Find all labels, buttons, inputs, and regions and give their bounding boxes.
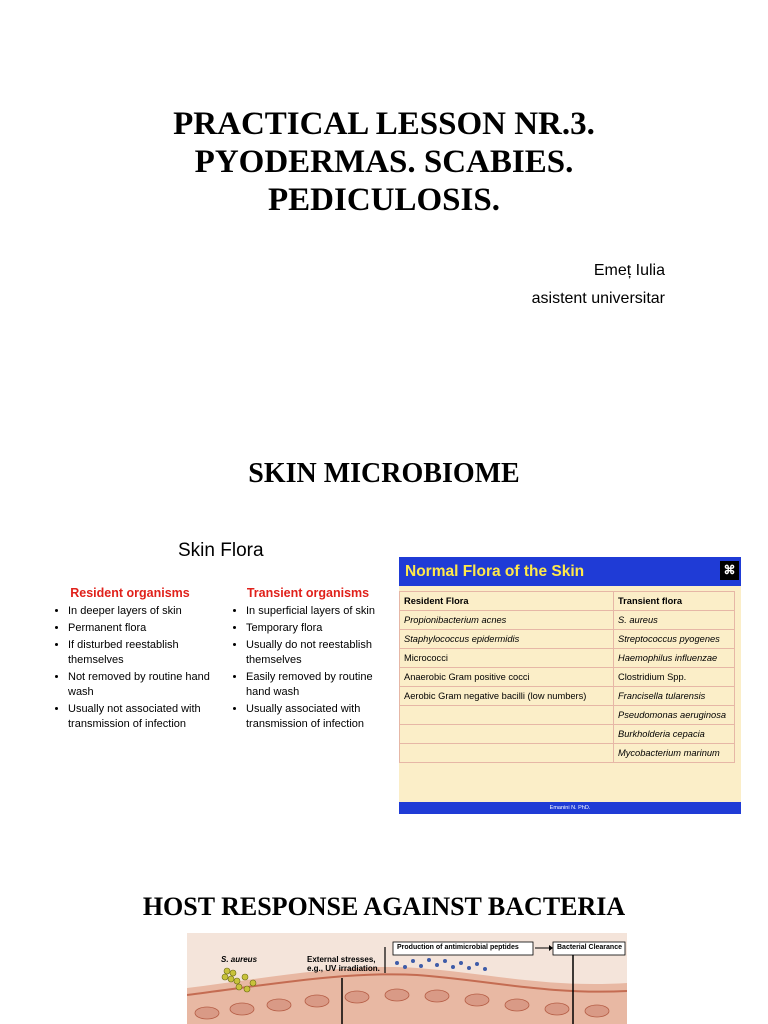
resident-heading: Resident organisms: [70, 586, 190, 600]
table-row: [400, 630, 735, 649]
table-cell: Resident Flora: [400, 592, 614, 611]
table-row: [400, 706, 735, 725]
table-cell: Anaerobic Gram positive cocci: [400, 668, 614, 687]
list-item: • Not removed by routine hand wash: [68, 670, 210, 700]
table-cell: Micrococci: [400, 649, 614, 668]
logo-icon: ⌘: [720, 561, 739, 580]
list-item: • Permanent flora: [68, 621, 210, 636]
table-row: [400, 649, 735, 668]
section-title-host-response: HOST RESPONSE AGAINST BACTERIA: [142, 892, 626, 921]
slide-title: [0, 105, 768, 219]
list-item: • In superficial layers of skin: [246, 604, 388, 619]
host-response-figure: [187, 933, 627, 1024]
table-cell: Pseudomonas aeruginosa: [614, 706, 735, 725]
table-cell: S. aureus: [614, 611, 735, 630]
table-cell: Clostridium Spp.: [614, 668, 735, 687]
table-cell: Streptococcus pyogenes: [614, 630, 735, 649]
list-item: • Easily removed by routine hand wash: [246, 670, 388, 700]
table-cell: Aerobic Gram negative bacilli (low numbers): [400, 687, 614, 706]
title-line-3: PEDICULOSIS.: [268, 182, 500, 218]
author-block: [0, 257, 665, 313]
normal-flora-footer: Emanini N. PhD.: [399, 802, 741, 814]
table-cell: Mycobacterium marinum: [614, 744, 735, 763]
list-item: • Usually not associated with transmission of infection: [68, 702, 210, 732]
list-item: • If disturbed reestablish themselves: [68, 638, 210, 668]
list-item: • Usually associated with transmission of infection: [246, 702, 388, 732]
normal-flora-title: Normal Flora of the Skin: [405, 563, 585, 580]
transient-column: [228, 586, 388, 734]
normal-flora-header: [399, 557, 741, 586]
section-title-skin-microbiome: SKIN MICROBIOME: [248, 458, 520, 489]
table-cell: [400, 725, 614, 744]
table-row: [400, 668, 735, 687]
figure-label-clearance: Bacterial Clearance: [557, 944, 622, 951]
transient-list: [228, 604, 388, 732]
transient-heading: Transient organisms: [246, 586, 370, 600]
table-cell: Staphylococcus epidermidis: [400, 630, 614, 649]
skin-flora-title: Skin Flora: [178, 540, 264, 561]
list-item: • In deeper layers of skin: [68, 604, 210, 619]
resident-list: [50, 604, 210, 732]
table-cell: Haemophilus influenzae: [614, 649, 735, 668]
figure-label-amp: Production of antimicrobial peptides: [397, 944, 519, 951]
author-name: Emeț Iulia: [593, 262, 665, 279]
title-line-2: PYODERMAS. SCABIES.: [194, 144, 574, 180]
title-line-1: PRACTICAL LESSON NR.3.: [173, 106, 595, 142]
table-row: [400, 592, 735, 611]
table-cell: Burkholderia cepacia: [614, 725, 735, 744]
resident-column: [50, 586, 210, 734]
table-cell: [400, 744, 614, 763]
list-item: • Usually do not reestablish themselves: [246, 638, 388, 668]
table-row: [400, 725, 735, 744]
normal-flora-table-panel: [399, 557, 741, 814]
normal-flora-table: [399, 591, 735, 763]
table-cell: [400, 706, 614, 725]
list-item: • Temporary flora: [246, 621, 388, 636]
table-row: [400, 687, 735, 706]
author-role: asistent universitar: [531, 290, 665, 307]
table-row: [400, 744, 735, 763]
table-cell: Francisella tularensis: [614, 687, 735, 706]
figure-label-stress: External stresses, e.g., UV irradiation.: [307, 955, 380, 973]
table-row: [400, 611, 735, 630]
skin-flora-panel: [40, 536, 390, 766]
table-cell: Propionibacterium acnes: [400, 611, 614, 630]
figure-label-aureus: S. aureus: [221, 955, 258, 964]
table-cell: Transient flora: [614, 592, 735, 611]
